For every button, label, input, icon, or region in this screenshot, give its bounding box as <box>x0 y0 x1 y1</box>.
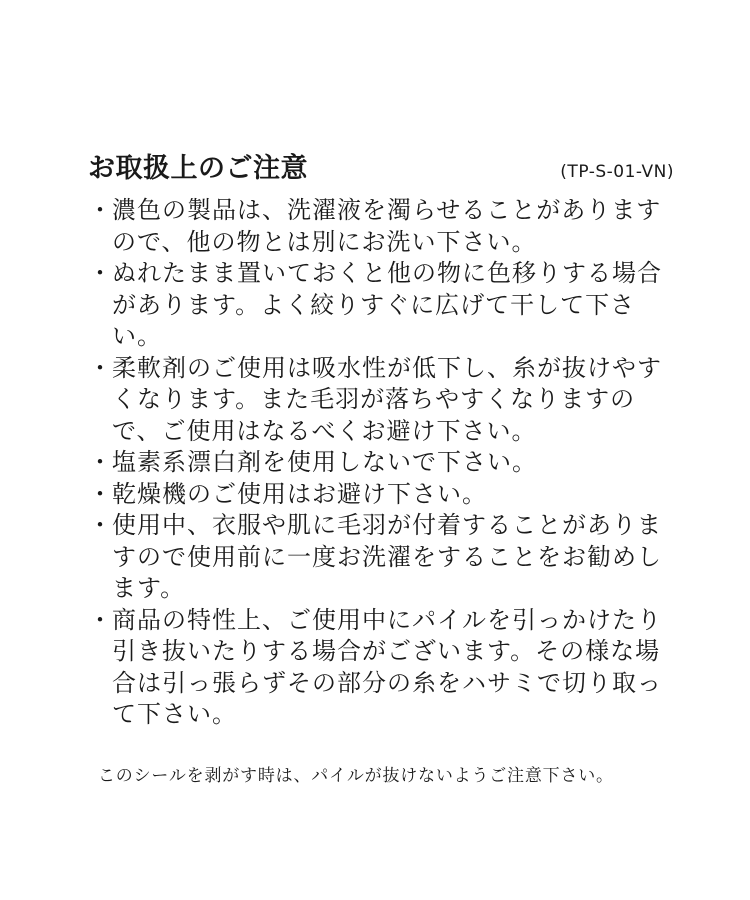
care-note <box>88 510 668 605</box>
label-code: (TP-S-01-VN) <box>560 162 674 182</box>
care-note <box>88 605 668 731</box>
bullet: ・ <box>88 511 113 539</box>
bullet: ・ <box>88 605 113 634</box>
care-note-text: 乾燥機のご使用はお避け下さい。 <box>112 479 487 508</box>
care-note <box>88 258 668 353</box>
care-note <box>88 447 668 479</box>
care-note <box>88 353 668 448</box>
bullet: ・ <box>88 196 113 224</box>
care-notes-list <box>88 195 668 731</box>
bullet: ・ <box>88 259 113 287</box>
care-note-text: ぬれたまま置いておくと他の物に色移りする場合があります。よく絞りすぐに広げて干して下さい。 <box>112 259 662 350</box>
label-title: お取扱上のご注意 <box>88 153 308 184</box>
label-footer: このシールを剥がす時は、パイルが抜けないようご注意下さい。 <box>98 765 614 786</box>
care-note-text: 塩素系漂白剤を使用しないで下さい。 <box>112 448 537 476</box>
care-note <box>88 479 668 511</box>
care-label <box>88 146 674 786</box>
bullet: ・ <box>88 479 113 508</box>
care-note-text: 商品の特性上、ご使用中にパイルを引っかけたり引き抜いたりする場合がございます。その様な場合は引っ張らずその部分の糸をハサミで切り取って下さい。 <box>112 605 662 728</box>
bullet: ・ <box>88 448 113 476</box>
care-note-text: 濃色の製品は、洗濯液を濁らせることがありますので、他の物とは別にお洗い下さい。 <box>112 196 662 256</box>
care-note <box>88 195 668 258</box>
care-note-text: 柔軟剤のご使用は吸水性が低下し、糸が抜けやすくなります。また毛羽が落ちやすくなりますので、ご使用はなるべくお避け下さい。 <box>112 353 662 445</box>
care-note-text: 使用中、衣服や肌に毛羽が付着することがありますので使用前に一度お洗濯をすることをお勧めします。 <box>112 511 662 602</box>
label-header <box>88 146 674 185</box>
bullet: ・ <box>88 353 113 382</box>
